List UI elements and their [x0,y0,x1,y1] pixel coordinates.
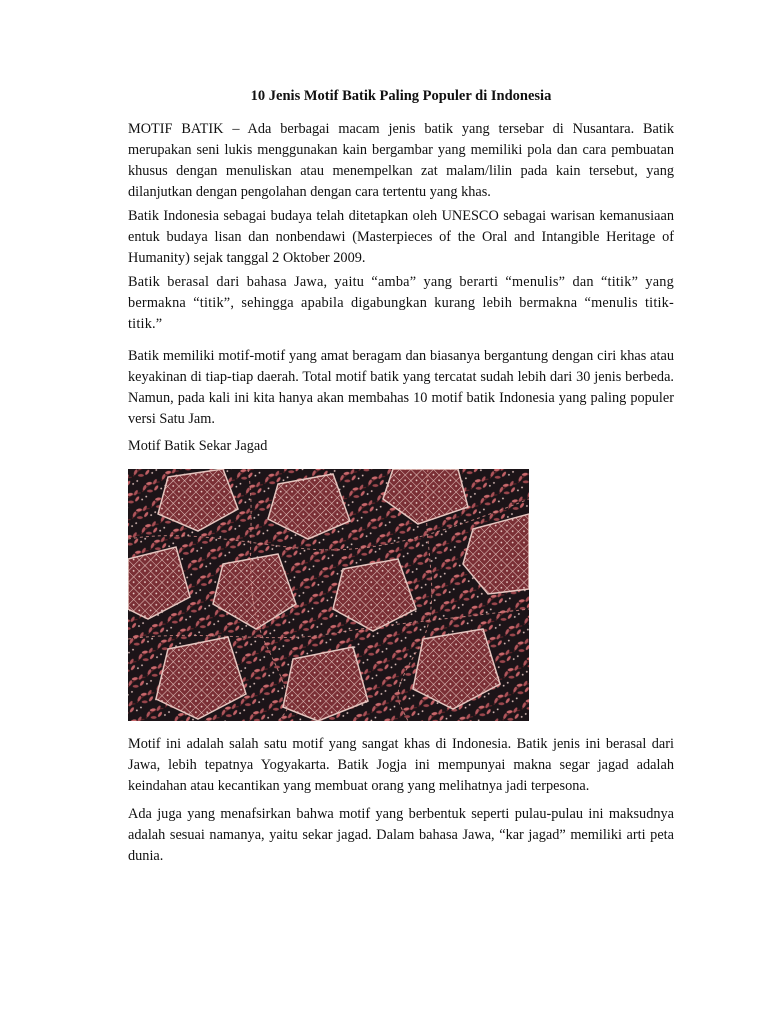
document-title: 10 Jenis Motif Batik Paling Populer di Indonesia [250,88,552,104]
paragraph-motif-variety: Batik memiliki motif-motif yang amat beragam dan biasanya bergantung dengan ciri khas atau keyakinan di tiap-tiap daerah. Total motif batik yang tercatat sudah lebih dari 30 jenis berbeda. Namun, pada kali ini kita hanya akan membahas 10 motif batik Indonesia yang paling populer versi Satu Jam. [128,348,674,427]
batik-sekar-jagad-image [128,469,529,721]
paragraph-unesco: Batik Indonesia sebagai budaya telah ditetapkan oleh UNESCO sebagai warisan kemanusiaan entuk budaya lisan dan nonbendawi (Masterpieces of the Oral and Intangible Heritage of Humanity) sejak tanggal 2 Oktober 2009. [128,208,674,266]
paragraph-sekar-jagad-origin: Motif ini adalah salah satu motif yang sangat khas di Indonesia. Batik jenis ini berasal dari Jawa, lebih tepatnya Yogyakarta. Batik Jogja ini mempunyai makna segar jagad adalah keindahan atau kecantikan yang membuat orang yang melihatnya jadi terpesona. [128,736,674,794]
paragraph-intro: MOTIF BATIK – Ada berbagai macam jenis batik yang tersebar di Nusantara. Batik merupakan seni lukis menggunakan kain bergambar yang memiliki pola dan cara pembuatan khusus dengan menuliskan atau menempelkan zat malam/lilin pada kain tersebut, yang dilanjutkan dengan pengolahan dengan cara tertentu yang khas. [128,121,674,200]
paragraph-sekar-jagad-meaning: Ada juga yang menafsirkan bahwa motif yang berbentuk seperti pulau-pulau ini maksudnya adalah sesuai namanya, yaitu sekar jagad. Dalam bahasa Jawa, “kar jagad” memiliki arti peta dunia. [128,806,674,864]
paragraph-etymology: Batik berasal dari bahasa Jawa, yaitu “amba” yang berarti “menulis” dan “titik” yang bermakna “titik”, sehingga apabila digabungkan kurang lebih bermakna “menulis titik-titik.” [128,274,674,332]
section-heading-sekar-jagad: Motif Batik Sekar Jagad [128,438,268,454]
